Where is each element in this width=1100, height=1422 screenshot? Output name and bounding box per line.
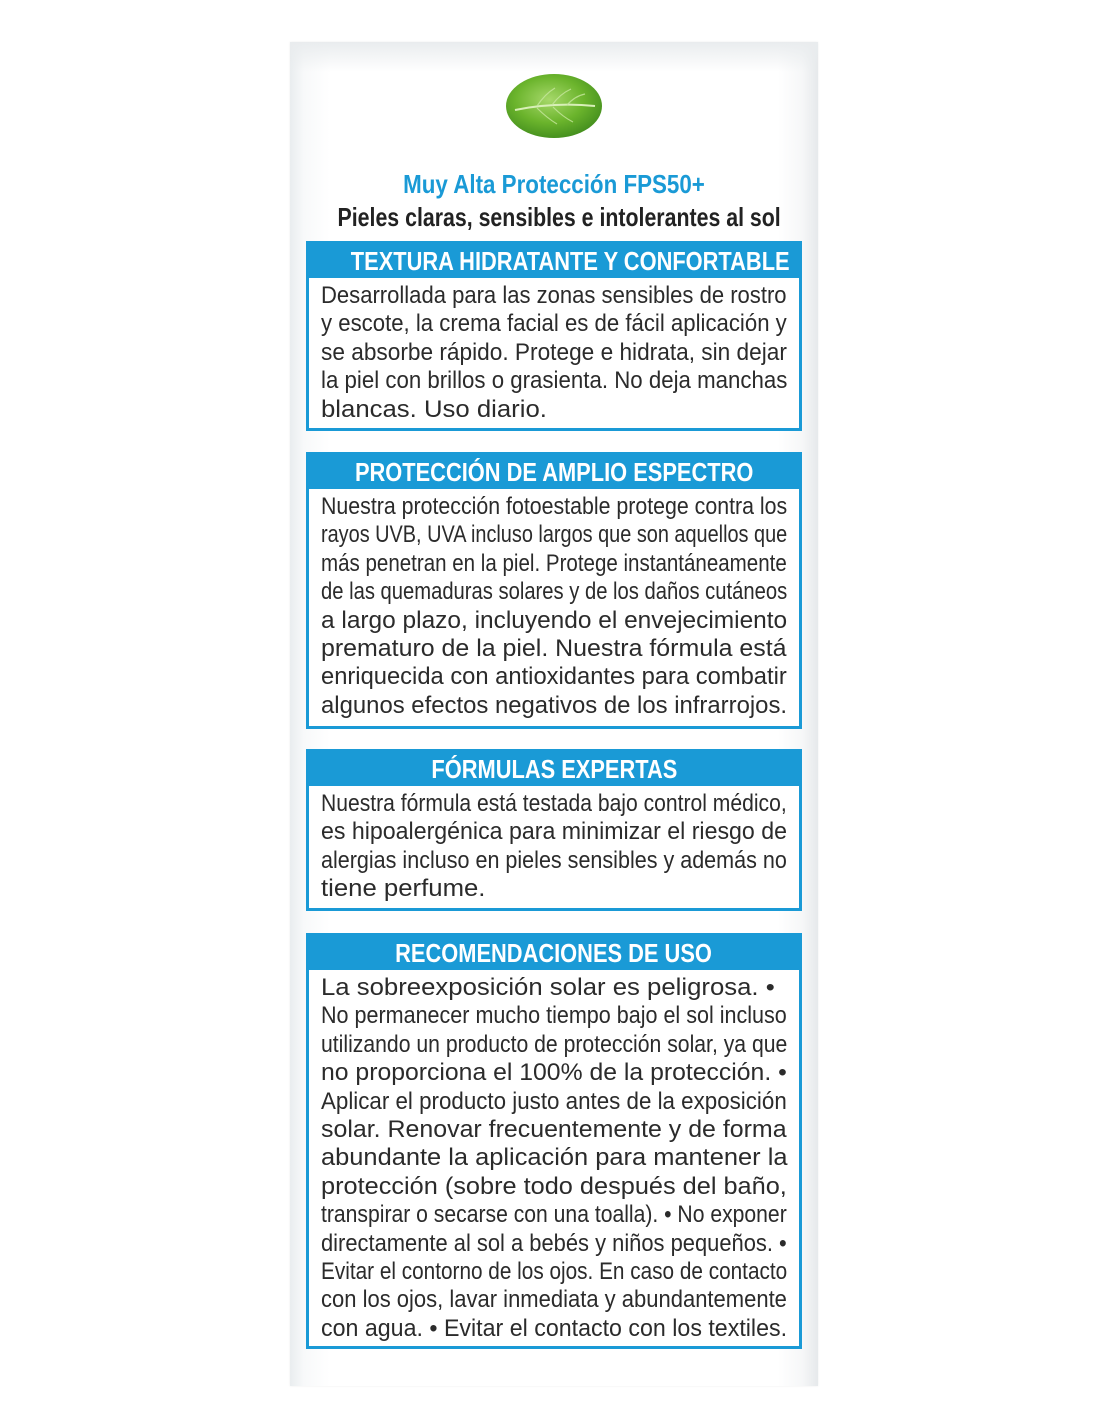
body-line: prematuro de la piel. Nuestra fórmula está [321,635,787,663]
body-line: Aplicar el producto justo antes de la exposición [321,1087,787,1115]
body-line: solar. Renovar frecuentemente y de forma [321,1116,787,1144]
leaf-icon [497,70,611,142]
section-heading: FÓRMULAS EXPERTAS [309,752,799,786]
body-line: con agua. • Evitar el contacto con los textiles. [321,1314,788,1342]
box-top-shade [290,42,818,72]
product-box-panel [290,42,818,1386]
section-spectrum [306,452,802,729]
body-line: de las quemaduras solares y de los daños cutáneos [321,578,788,606]
body-line: Evitar el contorno de los ojos. En caso de contacto [321,1258,788,1286]
body-line: Desarrollada para las zonas sensibles de rostro [321,282,787,309]
body-line: protección (sobre todo después del baño, [321,1172,787,1200]
body-line: a largo plazo, incluyendo el envejecimiento [321,606,788,634]
body-line: blancas. Uso diario. [321,395,547,423]
section-body [309,786,799,904]
product-title: Muy Alta Protección FPS50+ [403,169,705,199]
section-heading: PROTECCIÓN DE AMPLIO ESPECTRO [309,455,799,489]
body-line: La sobreexposición solar es peligrosa. • [321,974,775,1001]
body-line: alergias incluso en pieles sensibles y además no [321,846,787,874]
body-line: enriquecida con antioxidantes para combatir [321,663,787,691]
section-formulas [306,749,802,911]
section-heading: RECOMENDACIONES DE USO [309,936,799,970]
body-line: rayos UVB, UVA incluso largos que son aquellos que [321,521,788,549]
body-line: utilizando un producto de protección solar, ya que [321,1030,788,1058]
section-body [309,278,799,424]
body-line: Nuestra protección fotoestable protege contra los [321,493,788,520]
product-subtitle: Pieles claras, sensibles e intolerantes al sol [337,202,781,232]
body-line: transpirar o secarse con una toalla). • No exponer [321,1201,787,1229]
body-line: es hipoalergénica para minimizar el riesgo de [321,818,787,846]
body-line: no proporciona el 100% de la protección. • [321,1059,787,1087]
section-body [309,970,799,1343]
body-line: más penetran en la piel. Protege instantáneamente [321,549,787,577]
body-line: con los ojos, lavar inmediata y abundantemente [321,1286,787,1314]
body-line: No permanecer mucho tiempo bajo el sol incluso [321,1002,787,1030]
section-texture [306,241,802,431]
body-line: algunos efectos negativos de los infrarrojos. [321,691,788,719]
section-heading: TEXTURA HIDRATANTE Y CONFORTABLE [309,244,799,278]
section-body [309,489,799,720]
body-line: tiene perfume. [321,875,486,903]
body-line: directamente al sol a bebés y niños pequeños. • [321,1229,787,1257]
body-line: Nuestra fórmula está testada bajo control médico, [321,790,787,817]
body-line: y escote, la crema facial es de fácil aplicación y [321,310,787,338]
section-recommendations [306,933,802,1349]
body-line: la piel con brillos o grasienta. No deja manchas [321,367,788,395]
body-line: se absorbe rápido. Protege e hidrata, sin dejar [321,338,787,366]
body-line: abundante la aplicación para mantener la [321,1144,788,1172]
